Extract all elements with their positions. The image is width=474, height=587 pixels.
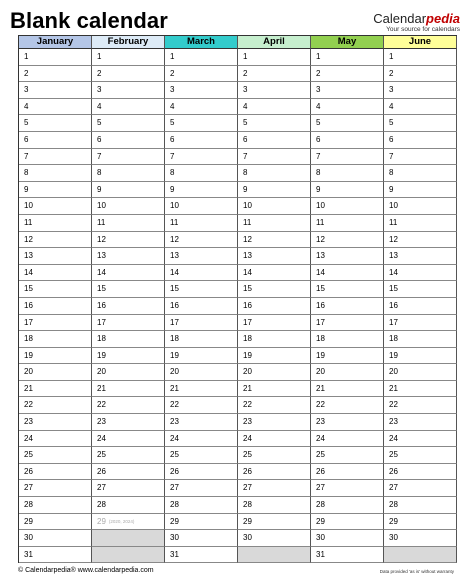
- day-cell: 22: [384, 397, 457, 414]
- day-cell: 13: [384, 248, 457, 265]
- day-cell: 22: [19, 397, 92, 414]
- day-cell: 14: [238, 265, 311, 282]
- day-cell: 12: [165, 232, 238, 249]
- day-cell: 5: [19, 115, 92, 132]
- day-cell: 8: [165, 165, 238, 182]
- day-cell: 13: [311, 248, 384, 265]
- day-cell: 11: [165, 215, 238, 232]
- day-cell: 22: [311, 397, 384, 414]
- month-header-april: April: [238, 36, 311, 49]
- day-cell: 29: [384, 514, 457, 531]
- day-cell: 16: [238, 298, 311, 315]
- day-cell: 3: [165, 82, 238, 99]
- day-cell: 3: [92, 82, 165, 99]
- day-cell: 26: [92, 464, 165, 481]
- day-cell: 31: [19, 547, 92, 564]
- day-cell: 23: [165, 414, 238, 431]
- day-cell: 15: [311, 281, 384, 298]
- day-cell: 17: [165, 315, 238, 332]
- day-cell: 12: [238, 232, 311, 249]
- day-cell: 24: [384, 431, 457, 448]
- empty-day-cell: [92, 530, 165, 547]
- day-cell: 20: [238, 364, 311, 381]
- day-cell: 8: [238, 165, 311, 182]
- day-cell: 14: [92, 265, 165, 282]
- day-cell: 23: [384, 414, 457, 431]
- day-cell: 24: [92, 431, 165, 448]
- day-cell: 12: [19, 232, 92, 249]
- day-cell: 6: [19, 132, 92, 149]
- empty-day-cell: [92, 547, 165, 564]
- day-cell: 9: [92, 182, 165, 199]
- day-cell: 25: [238, 447, 311, 464]
- day-cell: 18: [238, 331, 311, 348]
- day-cell: 5: [311, 115, 384, 132]
- day-cell: 16: [384, 298, 457, 315]
- day-cell: 3: [238, 82, 311, 99]
- brand-tagline: Your source for calendars: [386, 26, 460, 33]
- day-cell: 20: [165, 364, 238, 381]
- day-cell: 4: [311, 99, 384, 116]
- day-cell: 27: [19, 480, 92, 497]
- day-cell: 30: [311, 530, 384, 547]
- day-cell: 19: [92, 348, 165, 365]
- day-cell: 9: [238, 182, 311, 199]
- month-header-may: May: [311, 36, 384, 49]
- day-cell: 2: [238, 66, 311, 83]
- day-cell: 28: [165, 497, 238, 514]
- day-cell: 10: [19, 198, 92, 215]
- day-cell: 6: [92, 132, 165, 149]
- day-cell: 14: [384, 265, 457, 282]
- day-cell: 16: [19, 298, 92, 315]
- day-cell: 31: [165, 547, 238, 564]
- day-cell: 26: [19, 464, 92, 481]
- day-cell: 20: [311, 364, 384, 381]
- day-cell: 17: [384, 315, 457, 332]
- day-cell: 7: [238, 149, 311, 166]
- day-cell: 13: [165, 248, 238, 265]
- day-cell: 9: [384, 182, 457, 199]
- month-header-june: June: [384, 36, 457, 49]
- day-cell: 16: [165, 298, 238, 315]
- day-cell: 18: [165, 331, 238, 348]
- day-cell: 14: [165, 265, 238, 282]
- day-cell: 3: [311, 82, 384, 99]
- day-cell: 22: [238, 397, 311, 414]
- day-cell: 10: [92, 198, 165, 215]
- day-cell: 30: [238, 530, 311, 547]
- day-cell: 7: [19, 149, 92, 166]
- empty-day-cell: [238, 547, 311, 564]
- day-cell: 18: [384, 331, 457, 348]
- day-cell: 1: [92, 49, 165, 66]
- day-cell: 1: [238, 49, 311, 66]
- leap-year-note: (2020, 2024): [108, 518, 135, 524]
- day-cell: 5: [165, 115, 238, 132]
- day-cell: 23: [19, 414, 92, 431]
- day-cell: 29: [238, 514, 311, 531]
- day-cell: 11: [311, 215, 384, 232]
- day-cell: 24: [165, 431, 238, 448]
- day-cell: 2: [311, 66, 384, 83]
- day-cell: 27: [92, 480, 165, 497]
- day-cell: 15: [19, 281, 92, 298]
- page-title: Blank calendar: [10, 8, 168, 33]
- day-cell: 4: [165, 99, 238, 116]
- day-cell: 1: [165, 49, 238, 66]
- day-cell: 17: [238, 315, 311, 332]
- day-cell: 16: [92, 298, 165, 315]
- day-cell: 31: [311, 547, 384, 564]
- day-cell: 26: [311, 464, 384, 481]
- day-cell: 25: [92, 447, 165, 464]
- day-cell: 19: [19, 348, 92, 365]
- day-cell: 18: [92, 331, 165, 348]
- day-cell: 8: [19, 165, 92, 182]
- day-cell: 12: [384, 232, 457, 249]
- day-cell: 29: [19, 514, 92, 531]
- day-cell: 6: [311, 132, 384, 149]
- day-cell: 22: [92, 397, 165, 414]
- brand-name: Calendarpedia: [373, 11, 460, 26]
- day-cell: 6: [165, 132, 238, 149]
- footer-disclaimer: Data provided 'as is' without warranty: [379, 569, 454, 574]
- day-cell: 5: [92, 115, 165, 132]
- day-cell: 9: [311, 182, 384, 199]
- day-cell: 4: [92, 99, 165, 116]
- day-cell: 26: [384, 464, 457, 481]
- day-cell: 29 (2020, 2024): [92, 514, 165, 531]
- calendar-grid: [18, 35, 457, 563]
- day-cell: 23: [92, 414, 165, 431]
- brand-logo[interactable]: [373, 12, 460, 34]
- day-cell: 19: [311, 348, 384, 365]
- day-cell: 1: [311, 49, 384, 66]
- day-cell: 12: [92, 232, 165, 249]
- day-cell: 21: [384, 381, 457, 398]
- day-cell: 21: [19, 381, 92, 398]
- day-cell: 23: [238, 414, 311, 431]
- day-cell: 15: [384, 281, 457, 298]
- day-cell: 17: [92, 315, 165, 332]
- month-header-february: February: [92, 36, 165, 49]
- day-cell: 5: [238, 115, 311, 132]
- day-cell: 25: [384, 447, 457, 464]
- day-cell: 15: [92, 281, 165, 298]
- day-cell: 11: [384, 215, 457, 232]
- day-cell: 4: [19, 99, 92, 116]
- day-cell: 20: [19, 364, 92, 381]
- day-cell: 27: [311, 480, 384, 497]
- day-cell: 13: [238, 248, 311, 265]
- day-cell: 6: [238, 132, 311, 149]
- day-cell: 29: [311, 514, 384, 531]
- day-cell: 2: [19, 66, 92, 83]
- day-cell: 2: [165, 66, 238, 83]
- day-cell: 22: [165, 397, 238, 414]
- day-cell: 2: [92, 66, 165, 83]
- day-cell: 25: [311, 447, 384, 464]
- day-cell: 17: [19, 315, 92, 332]
- day-cell: 1: [19, 49, 92, 66]
- day-cell: 29: [165, 514, 238, 531]
- day-cell: 18: [19, 331, 92, 348]
- day-cell: 21: [165, 381, 238, 398]
- day-cell: 11: [92, 215, 165, 232]
- month-header-march: March: [165, 36, 238, 49]
- day-cell: 27: [165, 480, 238, 497]
- day-cell: 21: [238, 381, 311, 398]
- day-cell: 19: [165, 348, 238, 365]
- day-cell: 16: [311, 298, 384, 315]
- day-cell: 15: [238, 281, 311, 298]
- day-cell: 24: [311, 431, 384, 448]
- day-cell: 19: [384, 348, 457, 365]
- day-cell: 8: [92, 165, 165, 182]
- day-cell: 3: [384, 82, 457, 99]
- day-cell: 4: [238, 99, 311, 116]
- day-cell: 14: [311, 265, 384, 282]
- day-cell: 20: [384, 364, 457, 381]
- day-cell: 30: [384, 530, 457, 547]
- day-cell: 13: [92, 248, 165, 265]
- day-cell: 12: [311, 232, 384, 249]
- day-cell: 27: [384, 480, 457, 497]
- day-cell: 10: [165, 198, 238, 215]
- day-cell: 30: [165, 530, 238, 547]
- day-cell: 7: [384, 149, 457, 166]
- empty-day-cell: [384, 547, 457, 564]
- day-cell: 10: [384, 198, 457, 215]
- day-cell: 25: [19, 447, 92, 464]
- day-cell: 8: [311, 165, 384, 182]
- day-cell: 5: [384, 115, 457, 132]
- day-cell: 7: [311, 149, 384, 166]
- day-cell: 7: [165, 149, 238, 166]
- day-cell: 26: [165, 464, 238, 481]
- day-cell: 28: [238, 497, 311, 514]
- day-cell: 28: [384, 497, 457, 514]
- day-cell: 13: [19, 248, 92, 265]
- day-cell: 9: [165, 182, 238, 199]
- day-cell: 11: [19, 215, 92, 232]
- day-cell: 21: [311, 381, 384, 398]
- day-cell: 1: [384, 49, 457, 66]
- day-cell: 17: [311, 315, 384, 332]
- day-cell: 19: [238, 348, 311, 365]
- day-cell: 11: [238, 215, 311, 232]
- month-header-january: January: [19, 36, 92, 49]
- day-cell: 27: [238, 480, 311, 497]
- day-cell: 8: [384, 165, 457, 182]
- day-cell: 10: [238, 198, 311, 215]
- day-cell: 30: [19, 530, 92, 547]
- day-cell: 24: [19, 431, 92, 448]
- day-cell: 23: [311, 414, 384, 431]
- day-cell: 10: [311, 198, 384, 215]
- day-cell: 26: [238, 464, 311, 481]
- day-cell: 15: [165, 281, 238, 298]
- day-cell: 7: [92, 149, 165, 166]
- day-cell: 6: [384, 132, 457, 149]
- day-cell: 20: [92, 364, 165, 381]
- footer-copyright: © Calendarpedia® www.calendarpedia.com: [18, 567, 154, 574]
- day-cell: 25: [165, 447, 238, 464]
- day-cell: 3: [19, 82, 92, 99]
- day-cell: 18: [311, 331, 384, 348]
- day-cell: 28: [19, 497, 92, 514]
- day-cell: 14: [19, 265, 92, 282]
- day-cell: 2: [384, 66, 457, 83]
- day-cell: 28: [311, 497, 384, 514]
- day-cell: 24: [238, 431, 311, 448]
- day-cell: 4: [384, 99, 457, 116]
- day-cell: 21: [92, 381, 165, 398]
- day-cell: 28: [92, 497, 165, 514]
- day-cell: 9: [19, 182, 92, 199]
